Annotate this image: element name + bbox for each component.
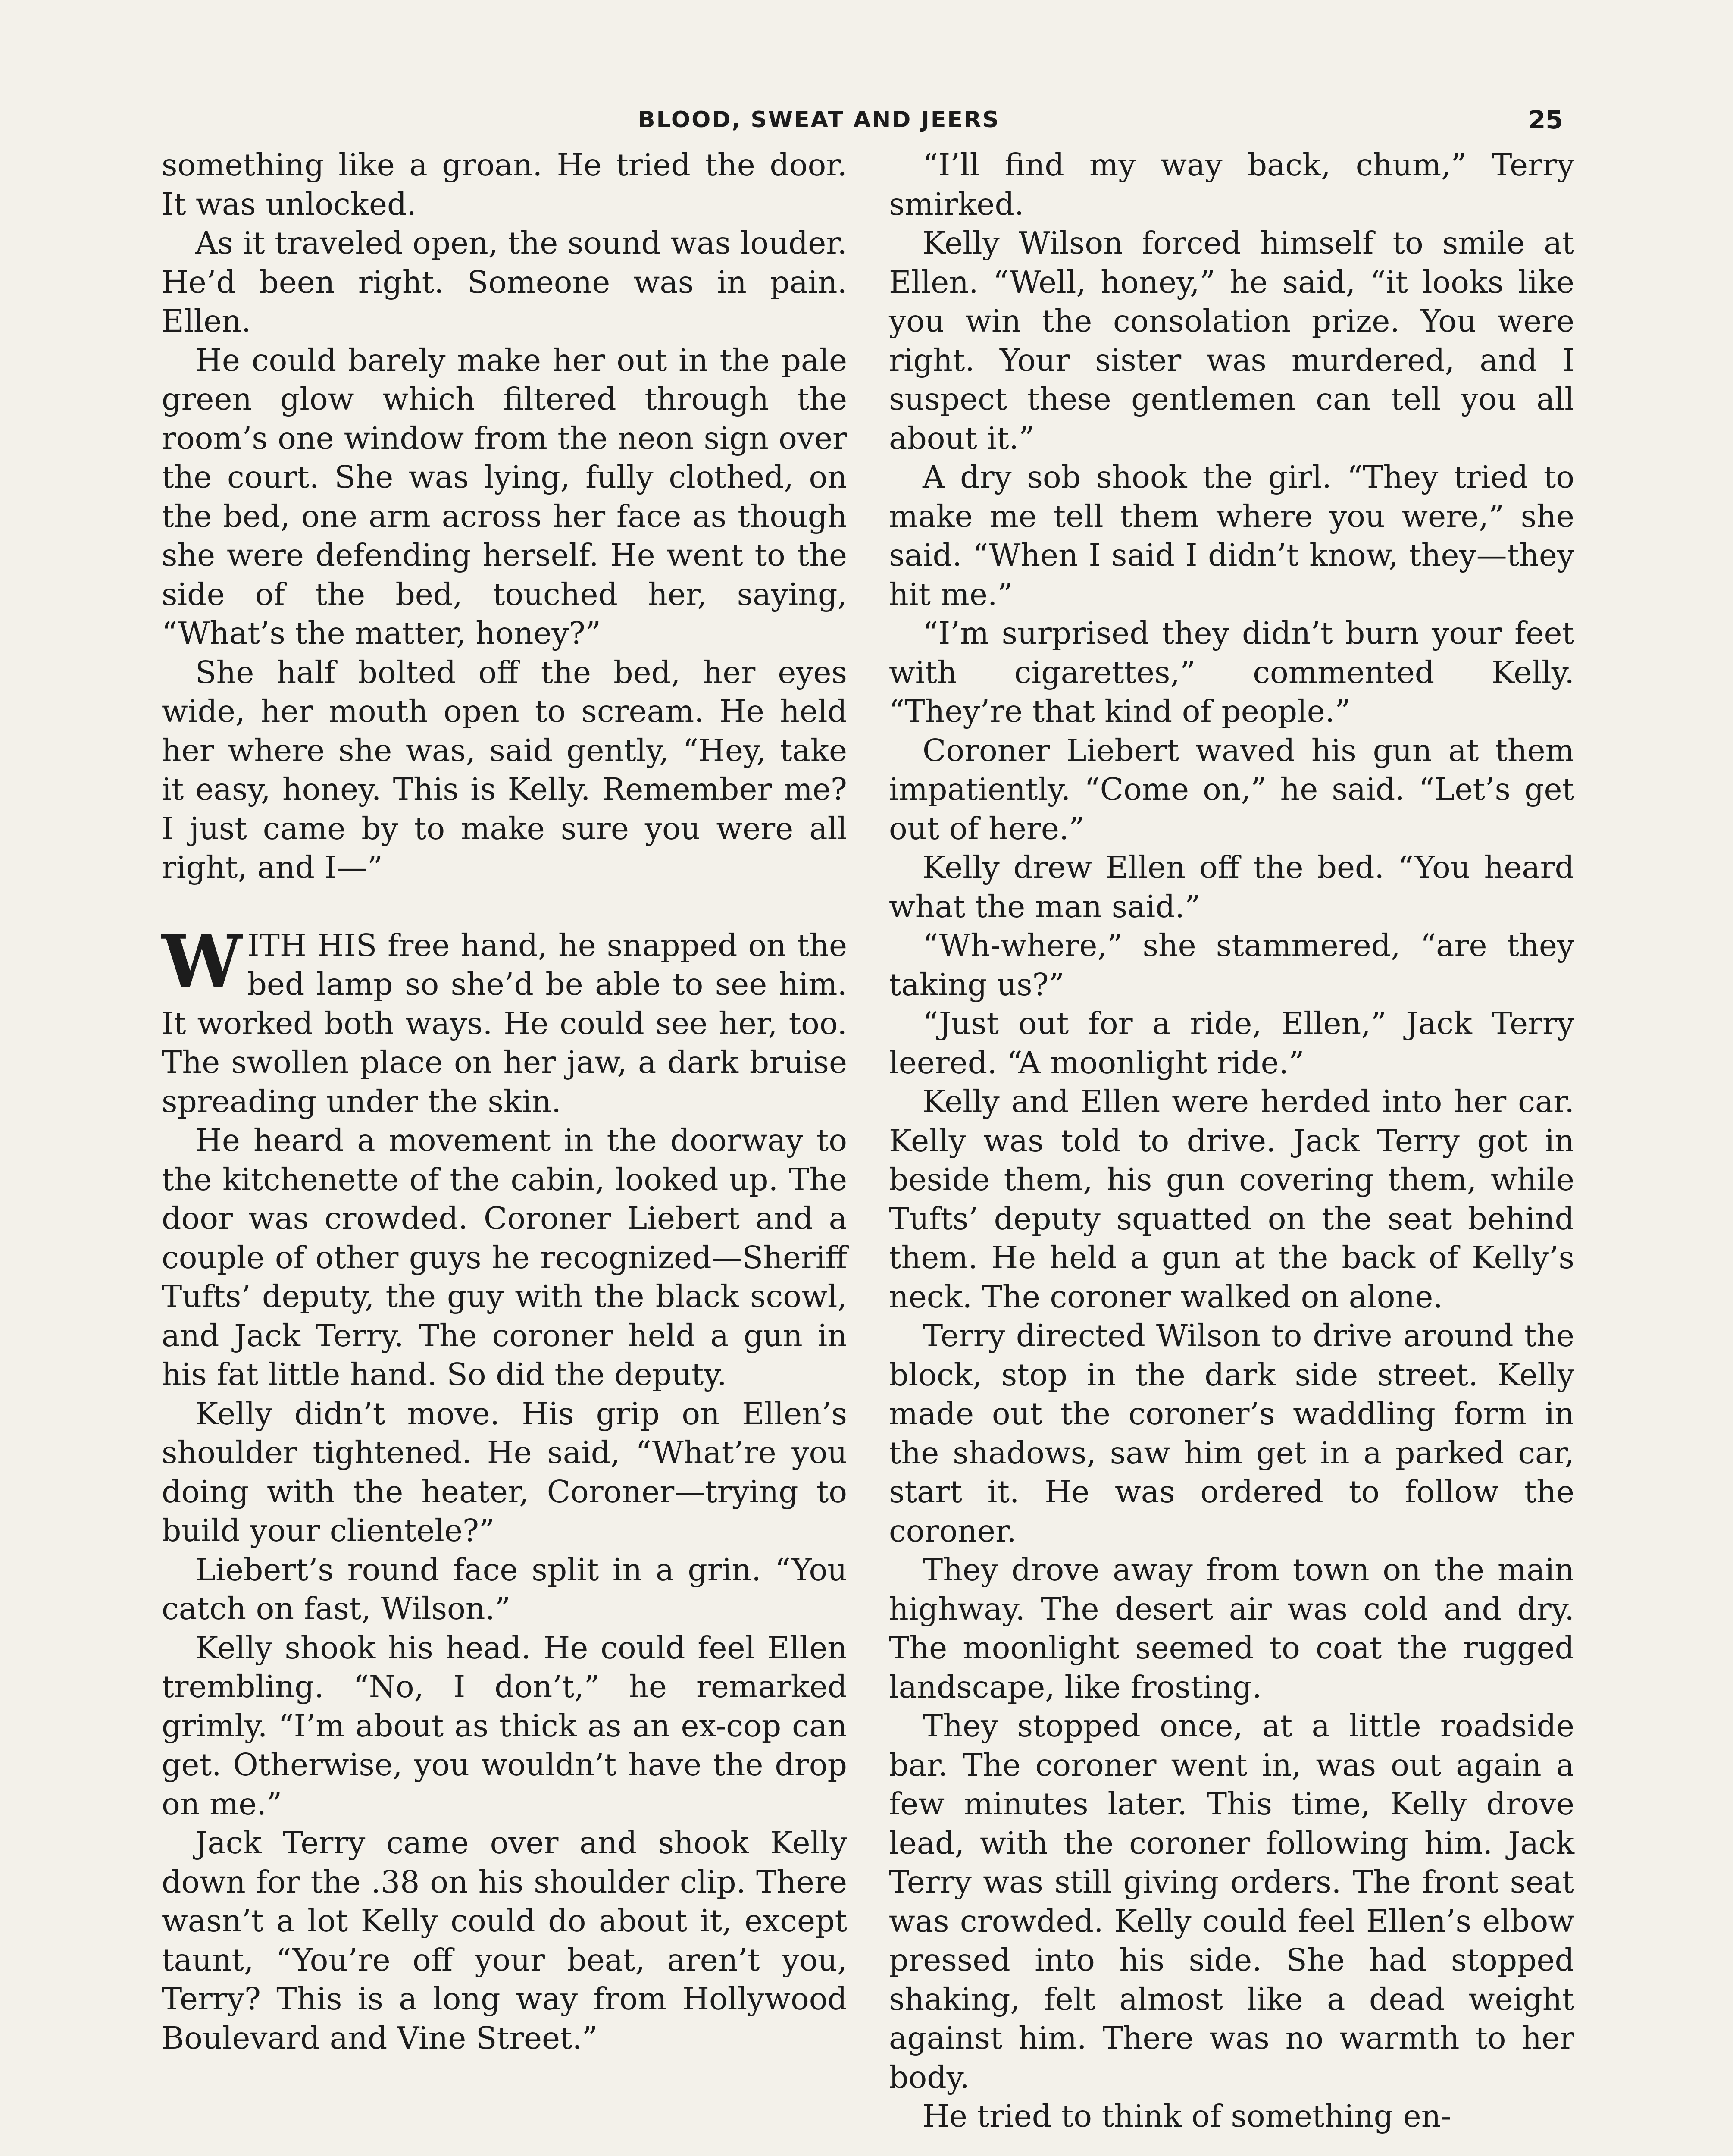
paragraph: Liebert’s round face split in a grin. “You catch on fast, Wilson.” [162, 1551, 847, 1626]
paragraph: He could barely make her out in the pale green glow which filtered through the room’s one window from the neon sign over the court. She was lying, fully clothed, on the bed, one arm across her face as though she were defending herself. He went to the side of the bed, touched her, saying, “What’s the matter, honey?” [162, 342, 847, 651]
paragraph: “I’m surprised they didn’t burn your feet with cigarettes,” commented Kelly. “They’re that kind of people.” [889, 615, 1574, 729]
running-title: BLOOD, SWEAT AND JEERS [638, 107, 1000, 133]
paragraph: He heard a movement in the doorway to the kitchenette of the cabin, looked up. The door was crowded. Coroner Liebert and a couple of other guys he recognized—Sheriff Tufts’ deputy, the guy with the black scowl, and Jack Terry. The coroner held a gun in his fat little hand. So did the deputy. [162, 1122, 847, 1392]
paragraph: A dry sob shook the girl. “They tried to make me tell them where you were,” she said. “When I said I didn’t know, they—they hit me.” [889, 459, 1574, 612]
right-column [889, 146, 1574, 2136]
drop-cap-paragraph [162, 919, 847, 1122]
paragraph: Kelly didn’t move. His grip on Ellen’s shoulder tightened. He said, “What’re you doing with the heater, Coroner—trying to build your clientele?” [162, 1395, 847, 1548]
paragraph: She half bolted off the bed, her eyes wide, her mouth open to scream. He held her where she was, said gently, “Hey, take it easy, honey. This is Kelly. Remember me? I just came by to make sure you were all right, and I—” [162, 654, 847, 885]
paragraph: Terry directed Wilson to drive around the block, stop in the dark side street. Kelly made out the coroner’s waddling form in the shadows, saw him get in a parked car, start it. He was ordered to follow the coroner. [889, 1318, 1574, 1549]
paragraph: They stopped once, at a little roadside bar. The coroner went in, was out again a few minutes later. This time, Kelly drove lead, with the coroner following him. Jack Terry was still giving orders. The front seat was crowded. Kelly could feel Ellen’s elbow pressed into his side. She had stopped shaking, felt almost like a dead weight against him. There was no warmth to her body. [889, 1708, 1574, 2095]
paragraph: “I’ll find my way back, chum,” Terry smirked. [889, 147, 1574, 222]
left-column [162, 146, 847, 2058]
page-number: 25 [1528, 105, 1563, 135]
paragraph: As it traveled open, the sound was louder. He’d been right. Someone was in pain. Ellen. [162, 225, 847, 339]
paragraph: They drove away from town on the main highway. The desert air was cold and dry. The moonlight seemed to coat the rugged landscape, like frosting. [889, 1552, 1574, 1705]
drop-cap: W [162, 919, 242, 1004]
paragraph: Kelly drew Ellen off the bed. “You heard what the man said.” [889, 849, 1574, 924]
paragraph: He tried to think of something en- [923, 2098, 1451, 2134]
paragraph: Jack Terry came over and shook Kelly down for the .38 on his shoulder clip. There wasn’t a lot Kelly could do about it, except taunt, “You’re off your beat, aren’t you, Terry? This is a long way from Hollywood Boulevard and Vine Street.” [162, 1825, 847, 2056]
page-header [0, 107, 1733, 141]
paragraph: Coroner Liebert waved his gun at them impatiently. “Come on,” he said. “Let’s get out of here.” [889, 732, 1574, 846]
paragraph: “Wh-where,” she stammered, “are they taking us?” [889, 928, 1574, 1003]
paragraph-text: ITH HIS free hand, he snapped on the bed lamp so she’d be able to see him. It worked both ways. He could see her, too. The swollen place on her jaw, a dark bruise spreading under the skin. [162, 927, 847, 1119]
paragraph: Kelly shook his head. He could feel Ellen trembling. “No, I don’t,” he remarked grimly. “I’m about as thick as an ex-cop can get. Otherwise, you wouldn’t have the drop on me.” [162, 1630, 847, 1822]
paragraph: Kelly and Ellen were herded into her car. Kelly was told to drive. Jack Terry got in beside them, his gun covering them, while Tufts’ deputy squatted on the seat behind them. He held a gun at the back of Kelly’s neck. The coroner walked on alone. [889, 1084, 1574, 1315]
paragraph: something like a groan. He tried the door. It was unlocked. [162, 147, 847, 222]
paragraph: Kelly Wilson forced himself to smile at Ellen. “Well, honey,” he said, “it looks like you win the consolation prize. You were right. Your sister was murdered, and I suspect these gentlemen can tell you all about it.” [889, 225, 1574, 456]
paragraph: “Just out for a ride, Ellen,” Jack Terry leered. “A moonlight ride.” [889, 1006, 1574, 1081]
